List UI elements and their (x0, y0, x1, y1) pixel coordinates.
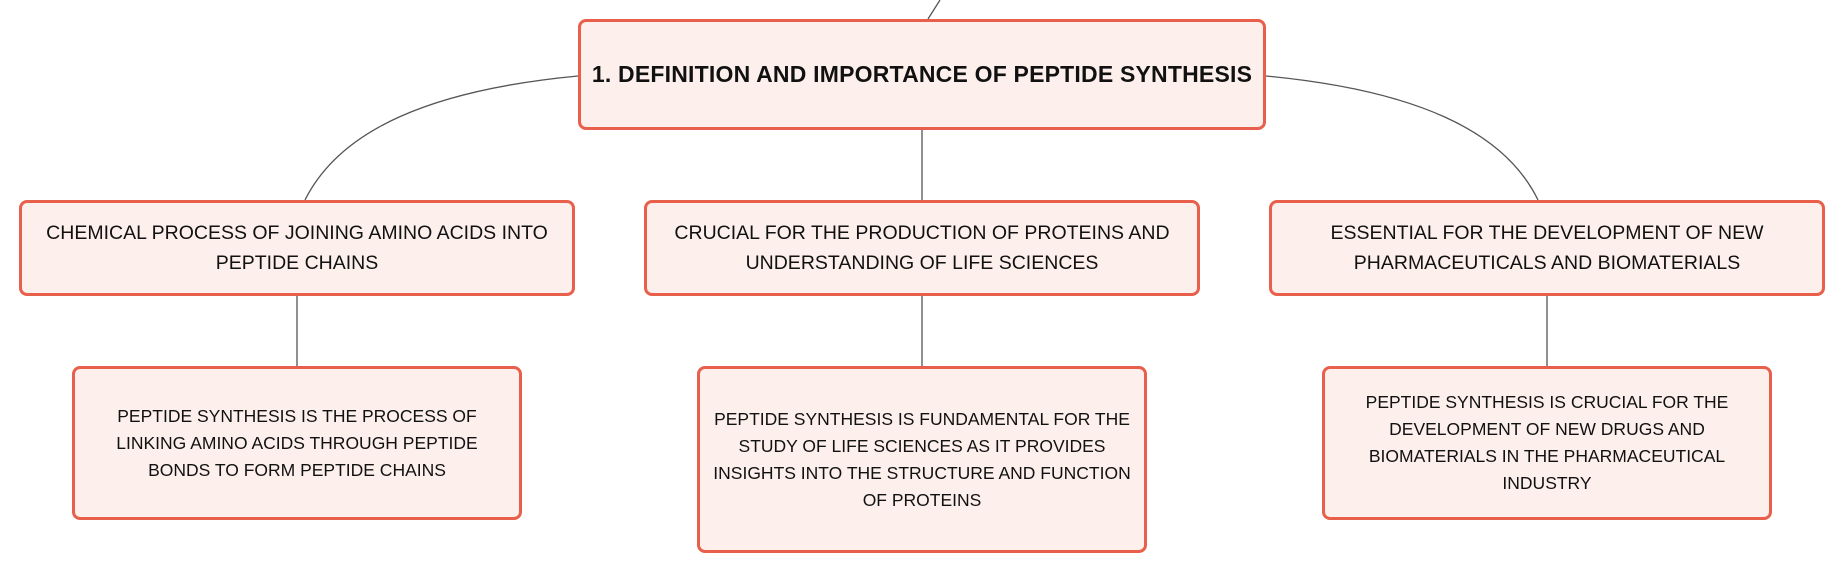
root-topic-label: 1. DEFINITION AND IMPORTANCE OF PEPTIDE SYNTHESIS (591, 61, 1253, 87)
detail-topic-linking-amino-acids[interactable] (72, 366, 522, 520)
branch-topic-label: ESSENTIAL FOR THE DEVELOPMENT OF NEW PHARMACEUTICALS AND BIOMATERIALS (1330, 222, 1764, 274)
branch-topic-label: CRUCIAL FOR THE PRODUCTION OF PROTEINS AND UNDERSTANDING OF LIFE SCIENCES (674, 222, 1170, 274)
branch-topic-pharmaceuticals[interactable] (1269, 200, 1825, 296)
connector-parent-root (928, 0, 940, 19)
connector-root-branch-a (305, 76, 578, 200)
branch-topic-label: CHEMICAL PROCESS OF JOINING AMINO ACIDS INTO PEPTIDE CHAINS (46, 222, 548, 274)
branch-topic-protein-production[interactable] (644, 200, 1200, 296)
detail-topic-label: PEPTIDE SYNTHESIS IS FUNDAMENTAL FOR THE STUDY OF LIFE SCIENCES AS IT PROVIDES INSIGHTS INTO THE STRUCTURE AND FUNCTION OF PROTEINS (713, 408, 1131, 510)
root-topic[interactable] (578, 19, 1266, 130)
detail-topic-life-sciences[interactable] (697, 366, 1147, 553)
connector-root-branch-c (1266, 76, 1538, 200)
detail-topic-label: PEPTIDE SYNTHESIS IS THE PROCESS OF LINKING AMINO ACIDS THROUGH PEPTIDE BONDS TO FORM PEPTIDE CHAINS (116, 405, 478, 480)
detail-topic-drug-development[interactable] (1322, 366, 1772, 520)
branch-topic-chemical-process[interactable] (19, 200, 575, 296)
detail-topic-label: PEPTIDE SYNTHESIS IS CRUCIAL FOR THE DEVELOPMENT OF NEW DRUGS AND BIOMATERIALS IN THE PHARMACEUTICAL INDUSTRY (1365, 392, 1729, 493)
